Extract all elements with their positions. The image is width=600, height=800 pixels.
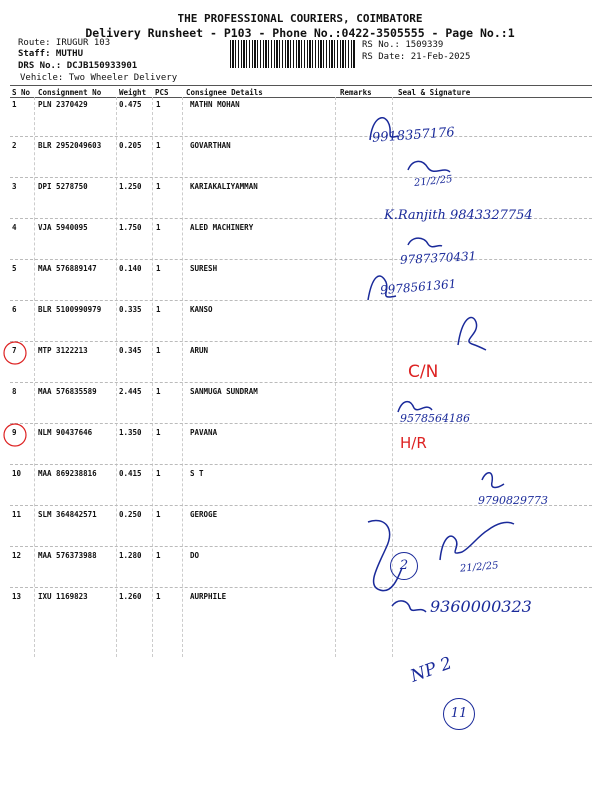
row-consignee-cell: AURPHILE (190, 592, 227, 601)
row-consignment-cell: BLR 2952049603 (38, 141, 102, 150)
handwritten-note: 9978561361 (379, 276, 457, 298)
row-pcs-cell: 1 (156, 223, 161, 232)
row-consignment-cell: PLN 2370429 (38, 100, 88, 109)
signature-scribble (398, 402, 432, 412)
row-weight-cell: 1.250 (119, 182, 142, 191)
handwritten-circled-number: 2 (390, 552, 418, 580)
row-weight-cell: 1.350 (119, 428, 142, 437)
handwritten-note: K.Ranjith 9843327754 (384, 208, 533, 223)
row-pcs-cell: 1 (156, 264, 161, 273)
row-consignment-cell: DPI 5278750 (38, 182, 88, 191)
row-consignee-cell: PAVANA (190, 428, 218, 437)
row-sno-cell: 4 (12, 223, 17, 232)
row-consignment-cell: MTP 3122213 (38, 346, 88, 355)
red-circle-mark (4, 342, 26, 364)
row-pcs-cell: 1 (156, 510, 161, 519)
row-weight-cell: 1.260 (119, 592, 142, 601)
col-consignee: Consignee Details (186, 88, 263, 97)
signature-scribble (458, 317, 486, 350)
signature-scribble (370, 118, 398, 140)
row-weight-cell: 1.750 (119, 223, 142, 232)
row-consignment-cell: IXU 1169823 (38, 592, 88, 601)
row-consignee-cell: SURESH (190, 264, 218, 273)
row-consignee-cell: S T (190, 469, 204, 478)
handwritten-note: 9918357176 (371, 125, 456, 146)
row-sno-cell: 2 (12, 141, 17, 150)
signature-scribble (368, 276, 396, 300)
row-consignee-cell: ARUN (190, 346, 209, 355)
row-weight-cell: 0.415 (119, 469, 142, 478)
row-pcs-cell: 1 (156, 551, 161, 560)
row-weight-cell: 1.280 (119, 551, 142, 560)
red-circle-mark (4, 424, 26, 446)
row-sno-cell: 3 (12, 182, 17, 191)
handwritten-note: 9787370431 (399, 249, 477, 267)
handwritten-note: 21/2/25 (413, 174, 454, 189)
row-consignment-cell: VJA 5940095 (38, 223, 88, 232)
row-consignee-cell: MATHN MOHAN (190, 100, 240, 109)
row-sno-cell: 6 (12, 305, 17, 314)
row-consignment-cell: MAA 869238816 (38, 469, 97, 478)
row-consignee-cell: KANSO (190, 305, 213, 314)
row-pcs-cell: 1 (156, 305, 161, 314)
row-pcs-cell: 1 (156, 387, 161, 396)
row-sno-cell: 9 (12, 428, 17, 437)
row-consignment-cell: MAA 576373988 (38, 551, 97, 560)
drs-number: DRS No.: DCJB150933901 (18, 61, 138, 71)
signature-scribble (368, 520, 402, 590)
row-weight-cell: 0.345 (119, 346, 142, 355)
col-seal-signature: Seal & Signature (398, 88, 471, 97)
row-consignment-cell: MAA 576835589 (38, 387, 97, 396)
row-consignee-cell: GOVARTHAN (190, 141, 231, 150)
col-sno: S No (12, 88, 31, 97)
signature-scribble (440, 522, 514, 560)
row-weight-cell: 0.140 (119, 264, 142, 273)
row-consignment-cell: BLR 5100990979 (38, 305, 102, 314)
col-consignment: Consignment No (38, 88, 102, 97)
row-pcs-cell: 1 (156, 346, 161, 355)
row-pcs-cell: 1 (156, 182, 161, 191)
row-sno-cell: 5 (12, 264, 17, 273)
handwritten-note: C/N (408, 362, 439, 382)
row-sno-cell: 10 (12, 469, 22, 478)
row-pcs-cell: 1 (156, 100, 161, 109)
row-sno-cell: 1 (12, 100, 17, 109)
handwritten-note: NP 2 (407, 653, 455, 687)
row-consignee-cell: ALED MACHINERY (190, 223, 254, 232)
row-consignee-cell: SANMUGA SUNDRAM (190, 387, 258, 396)
row-weight-cell: 0.475 (119, 100, 142, 109)
row-consignee-cell: DO (190, 551, 200, 560)
row-sno-cell: 13 (12, 592, 22, 601)
handwritten-note: H/R (400, 434, 427, 452)
row-pcs-cell: 1 (156, 592, 161, 601)
route-text: Route: IRUGUR 103 (18, 38, 111, 48)
runsheet-subtitle: Delivery Runsheet - P103 - Phone No.:0422-3505555 - Page No.:1 (85, 26, 515, 40)
row-consignee-cell: GEROGE (190, 510, 218, 519)
row-weight-cell: 0.250 (119, 510, 142, 519)
row-sno-cell: 12 (12, 551, 22, 560)
handwritten-circled-number: 11 (443, 698, 475, 730)
row-pcs-cell: 1 (156, 141, 161, 150)
row-sno-cell: 8 (12, 387, 17, 396)
signature-scribble (392, 601, 426, 612)
row-sno-cell: 7 (12, 346, 17, 355)
company-title: THE PROFESSIONAL COURIERS, COIMBATORE (177, 12, 423, 25)
row-sno-cell: 11 (12, 510, 22, 519)
signature-scribble (408, 238, 442, 247)
row-consignment-cell: MAA 576889147 (38, 264, 97, 273)
row-weight-cell: 0.205 (119, 141, 142, 150)
vehicle-text: Vehicle: Two Wheeler Delivery (20, 73, 178, 83)
row-consignee-cell: KARIAKALIYAMMAN (190, 182, 258, 191)
signature-scribble (482, 473, 504, 488)
row-pcs-cell: 1 (156, 469, 161, 478)
handwritten-note: 9578564186 (400, 412, 470, 425)
handwritten-note: 9790829773 (478, 494, 548, 507)
row-weight-cell: 0.335 (119, 305, 142, 314)
row-consignment-cell: SLM 364842571 (38, 510, 97, 519)
col-pcs: PCS (155, 88, 169, 97)
row-pcs-cell: 1 (156, 428, 161, 437)
handwritten-note: 21/2/25 (459, 560, 499, 575)
rs-number: RS No.: 1509339 (362, 40, 444, 50)
row-consignment-cell: NLM 90437646 (38, 428, 93, 437)
signature-scribble (408, 161, 450, 172)
row-weight-cell: 2.445 (119, 387, 142, 396)
col-weight: Weight (119, 88, 147, 97)
handwritten-note: 9360000323 (430, 597, 532, 616)
rs-date: RS Date: 21-Feb-2025 (362, 52, 471, 62)
col-remarks: Remarks (340, 88, 372, 97)
staff-text: Staff: MUTHU (18, 49, 84, 59)
